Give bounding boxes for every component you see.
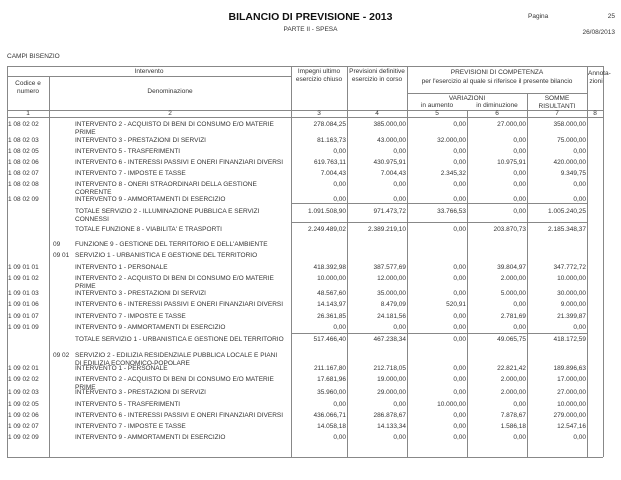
- header-annotazioni: Annota-zioni: [588, 70, 611, 85]
- total-divider: [291, 203, 587, 204]
- row-value-col6: 0,00: [513, 148, 526, 155]
- row-value-col7: 347.772,72: [553, 264, 586, 271]
- row-value-col7: 10.000,00: [557, 401, 586, 408]
- row-value-col5: 0,00: [453, 121, 466, 128]
- row-code: 1 09 01 06: [8, 301, 39, 308]
- row-denomination: INTERVENTO 3 - PRESTAZIONI DI SERVIZI: [75, 389, 206, 396]
- row-value-col4: 0,00: [393, 148, 406, 155]
- header-somme: SOMME RISULTANTI: [538, 95, 576, 110]
- row-section-code: 09 01: [53, 252, 70, 259]
- row-code: 1 08 02 02: [8, 121, 39, 128]
- header-aumento: in aumento: [420, 102, 454, 109]
- row-code: 1 09 02 01: [8, 365, 39, 372]
- row-code: 1 09 01 07: [8, 313, 39, 320]
- header-codice: Codice e numero: [15, 80, 41, 95]
- total-divider: [291, 333, 587, 334]
- row-value-col7: 358.000,00: [553, 121, 586, 128]
- row-value-col7: 189.896,63: [553, 365, 586, 372]
- row-value-col7: 0,00: [573, 196, 586, 203]
- row-value-col7: 0,00: [573, 181, 586, 188]
- total-divider: [291, 222, 587, 223]
- row-value-col4: 467.238,34: [373, 336, 406, 343]
- row-value-col5: 0,00: [453, 226, 466, 233]
- row-denomination: INTERVENTO 3 - PRESTAZIONI DI SERVIZI: [75, 290, 206, 297]
- row-value-col3: 0,00: [333, 434, 346, 441]
- row-value-col4: 8.479,09: [380, 301, 406, 308]
- row-value-col7: 420.000,00: [553, 159, 586, 166]
- row-value-col5: 0,00: [453, 434, 466, 441]
- row-value-col4: 0,00: [393, 324, 406, 331]
- row-denomination: TOTALE FUNZIONE 8 - VIABILITA' E TRASPORTI: [75, 226, 222, 233]
- column-number: 4: [375, 110, 379, 117]
- row-value-col4: 2.389.219,10: [368, 226, 406, 233]
- row-value-col6: 1.586,18: [500, 423, 526, 430]
- row-value-col4: 971.473,72: [373, 208, 406, 215]
- row-value-col6: 7.878,67: [500, 412, 526, 419]
- divider: [49, 76, 50, 457]
- table-border-bottom: [7, 457, 603, 458]
- row-value-col3: 7.004,43: [320, 170, 346, 177]
- row-denomination: INTERVENTO 6 - INTERESSI PASSIVI E ONERI FINANZIARI DIVERSI: [75, 301, 284, 308]
- row-value-col6: 0,00: [513, 301, 526, 308]
- row-code: 1 09 02 02: [8, 376, 39, 383]
- row-value-col6: 0,00: [513, 196, 526, 203]
- row-value-col7: 10.000,00: [557, 275, 586, 282]
- row-value-col6: 0,00: [513, 137, 526, 144]
- row-value-col7: 27.000,00: [557, 389, 586, 396]
- row-value-col5: 0,00: [453, 376, 466, 383]
- report-date: 26/08/2013: [582, 29, 615, 36]
- row-value-col3: 1.091.508,90: [308, 208, 346, 215]
- row-value-col4: 0,00: [393, 434, 406, 441]
- row-value-col6: 0,00: [513, 170, 526, 177]
- page-number: 25: [607, 13, 615, 20]
- row-value-col6: 22.821,42: [497, 365, 526, 372]
- row-value-col3: 436.066,71: [313, 412, 346, 419]
- row-value-col3: 0,00: [333, 196, 346, 203]
- row-code: 1 09 01 02: [8, 275, 39, 282]
- row-value-col3: 0,00: [333, 401, 346, 408]
- row-value-col3: 0,00: [333, 181, 346, 188]
- row-code: 1 09 01 09: [8, 324, 39, 331]
- row-section-code: 09 02: [53, 352, 70, 359]
- row-value-col4: 7.004,43: [380, 170, 406, 177]
- report-subtitle: PARTE II - SPESA: [283, 26, 338, 33]
- row-value-col4: 14.133,34: [377, 423, 406, 430]
- row-value-col4: 286.878,67: [373, 412, 406, 419]
- row-value-col5: 33.766,53: [437, 208, 466, 215]
- row-value-col4: 12.000,00: [377, 275, 406, 282]
- table-border-right: [603, 66, 604, 457]
- row-denomination: SERVIZIO 1 - URBANISTICA E GESTIONE DEL TERRITORIO: [75, 252, 258, 259]
- row-value-col6: 5.000,00: [500, 290, 526, 297]
- row-code: 1 08 02 09: [8, 196, 39, 203]
- row-denomination: INTERVENTO 6 - INTERESSI PASSIVI E ONERI FINANZIARI DIVERSI: [75, 159, 284, 166]
- row-value-col5: 0,00: [453, 148, 466, 155]
- row-value-col6: 0,00: [513, 181, 526, 188]
- row-value-col7: 21.399,87: [557, 313, 586, 320]
- header-denominazione: Denominazione: [147, 88, 193, 95]
- row-value-col3: 418.392,98: [313, 264, 346, 271]
- row-value-col7: 75.000,00: [557, 137, 586, 144]
- row-value-col4: 24.181,56: [377, 313, 406, 320]
- row-denomination: SERVIZIO 2 - EDILIZIA RESIDENZIALE PUBBLICA LOCALE E PIANI DI EDILIZIA ECONOMICO-POPOLARE: [75, 352, 278, 367]
- row-denomination: INTERVENTO 2 - ACQUISTO DI BENI DI CONSUMO E/O MATERIE PRIME: [75, 121, 274, 136]
- row-value-col4: 387.577,69: [373, 264, 406, 271]
- row-denomination: INTERVENTO 9 - AMMORTAMENTI DI ESERCIZIO: [75, 324, 226, 331]
- row-denomination: FUNZIONE 9 - GESTIONE DEL TERRITORIO E DELL'AMBIENTE: [75, 241, 268, 248]
- row-value-col5: 0,00: [453, 412, 466, 419]
- row-denomination: INTERVENTO 7 - IMPOSTE E TASSE: [75, 313, 186, 320]
- divider: [7, 76, 291, 77]
- divider: [407, 93, 587, 94]
- row-value-col6: 2.781,69: [500, 313, 526, 320]
- row-value-col5: 2.345,32: [440, 170, 466, 177]
- divider: [587, 66, 588, 457]
- row-value-col5: 0,00: [453, 423, 466, 430]
- column-number: 6: [495, 110, 499, 117]
- column-number: 8: [593, 110, 597, 117]
- row-value-col6: 10.975,91: [497, 159, 526, 166]
- row-value-col3: 14.058,18: [317, 423, 346, 430]
- row-value-col7: 2.185.348,37: [548, 226, 586, 233]
- header-competenza: PREVISIONI DI COMPETENZA: [450, 69, 544, 76]
- row-value-col4: 35.000,00: [377, 290, 406, 297]
- row-code: 1 08 02 03: [8, 137, 39, 144]
- page-label: Pagina: [528, 13, 549, 20]
- row-value-col5: 0,00: [453, 389, 466, 396]
- row-value-col3: 619.763,11: [313, 159, 346, 166]
- row-value-col7: 9.000,00: [560, 301, 586, 308]
- column-number: 3: [317, 110, 321, 117]
- row-code: 1 09 01 03: [8, 290, 39, 297]
- row-value-col4: 43.000,00: [377, 137, 406, 144]
- row-denomination: INTERVENTO 7 - IMPOSTE E TASSE: [75, 423, 186, 430]
- row-value-col7: 0,00: [573, 148, 586, 155]
- row-value-col6: 0,00: [513, 434, 526, 441]
- row-value-col5: 0,00: [453, 313, 466, 320]
- row-value-col3: 211.167,80: [313, 365, 346, 372]
- row-value-col3: 0,00: [333, 148, 346, 155]
- row-value-col7: 0,00: [573, 324, 586, 331]
- row-value-col4: 29.000,00: [377, 389, 406, 396]
- row-value-col3: 278.084,25: [313, 121, 346, 128]
- row-value-col5: 0,00: [453, 275, 466, 282]
- row-value-col6: 203.870,73: [493, 226, 526, 233]
- row-denomination: TOTALE SERVIZIO 2 - ILLUMINAZIONE PUBBLICA E SERVIZI CONNESSI: [75, 208, 260, 223]
- header-diminuzione: in diminuzione: [476, 102, 518, 109]
- row-value-col3: 17.681,96: [317, 376, 346, 383]
- row-value-col3: 10.000,00: [317, 275, 346, 282]
- row-value-col4: 19.000,00: [377, 376, 406, 383]
- row-value-col6: 2.000,00: [500, 389, 526, 396]
- row-denomination: INTERVENTO 9 - AMMORTAMENTI DI ESERCIZIO: [75, 434, 226, 441]
- row-denomination: INTERVENTO 6 - INTERESSI PASSIVI E ONERI FINANZIARI DIVERSI: [75, 412, 284, 419]
- row-value-col4: 0,00: [393, 401, 406, 408]
- row-value-col3: 48.567,60: [317, 290, 346, 297]
- report-title: BILANCIO DI PREVISIONE - 2013: [228, 11, 393, 23]
- column-number: 5: [435, 110, 439, 117]
- row-denomination: INTERVENTO 3 - PRESTAZIONI DI SERVIZI: [75, 137, 206, 144]
- row-value-col6: 0,00: [513, 401, 526, 408]
- row-denomination: INTERVENTO 2 - ACQUISTO DI BENI DI CONSUMO E/O MATERIE PRIME: [75, 275, 274, 290]
- header-intervento: Intervento: [134, 68, 164, 75]
- column-number: 1: [26, 110, 30, 117]
- row-value-col4: 212.718,05: [373, 365, 406, 372]
- row-value-col5: 0,00: [453, 365, 466, 372]
- column-number: 2: [168, 110, 172, 117]
- row-value-col6: 49.065,75: [497, 336, 526, 343]
- row-denomination: INTERVENTO 8 - ONERI STRAORDINARI DELLA GESTIONE CORRENTE: [75, 181, 257, 196]
- row-value-col7: 17.000,00: [557, 376, 586, 383]
- table-border-top: [7, 66, 603, 67]
- row-value-col7: 418.172,59: [553, 336, 586, 343]
- row-value-col5: 32.000,00: [437, 137, 466, 144]
- row-denomination: INTERVENTO 5 - TRASFERIMENTI: [75, 148, 181, 155]
- row-value-col7: 1.005.240,25: [548, 208, 586, 215]
- row-code: 1 09 01 01: [8, 264, 39, 271]
- row-value-col3: 26.361,85: [317, 313, 346, 320]
- row-value-col5: 520,91: [446, 301, 466, 308]
- row-denomination: INTERVENTO 1 - PERSONALE: [75, 264, 168, 271]
- row-value-col3: 517.466,40: [313, 336, 346, 343]
- row-value-col5: 10.000,00: [437, 401, 466, 408]
- row-code: 1 08 02 06: [8, 159, 39, 166]
- row-value-col6: 2.000,00: [500, 376, 526, 383]
- row-value-col5: 0,00: [453, 324, 466, 331]
- header-variazioni: VARIAZIONI: [448, 95, 486, 102]
- row-value-col5: 0,00: [453, 290, 466, 297]
- row-value-col4: 0,00: [393, 196, 406, 203]
- row-denomination: INTERVENTO 2 - ACQUISTO DI BENI DI CONSUMO E/O MATERIE PRIME: [75, 376, 274, 391]
- row-value-col5: 0,00: [453, 181, 466, 188]
- row-code: 1 08 02 08: [8, 181, 39, 188]
- header-impegni: Impegni ultimo esercizio chiuso: [295, 68, 343, 83]
- entity-name: CAMPI BISENZIO: [7, 53, 60, 60]
- row-value-col3: 2.249.489,02: [308, 226, 346, 233]
- row-value-col5: 0,00: [453, 196, 466, 203]
- row-code: 1 08 02 05: [8, 148, 39, 155]
- row-denomination: INTERVENTO 7 - IMPOSTE E TASSE: [75, 170, 186, 177]
- row-value-col6: 2.000,00: [500, 275, 526, 282]
- row-code: 1 09 02 03: [8, 389, 39, 396]
- column-number: 7: [555, 110, 559, 117]
- row-value-col3: 81.163,73: [317, 137, 346, 144]
- header-previsioni: Previsioni definitive esercizio in corso: [349, 68, 405, 83]
- row-denomination: INTERVENTO 5 - TRASFERIMENTI: [75, 401, 181, 408]
- row-value-col5: 0,00: [453, 336, 466, 343]
- row-value-col7: 9.349,75: [560, 170, 586, 177]
- header-competenza-sub: per l'esercizio al quale si riferisce il presente bilancio: [421, 78, 573, 85]
- row-value-col5: 0,00: [453, 159, 466, 166]
- row-value-col6: 0,00: [513, 324, 526, 331]
- row-value-col7: 279.000,00: [553, 412, 586, 419]
- row-value-col3: 35.960,00: [317, 389, 346, 396]
- row-code: 1 09 02 09: [8, 434, 39, 441]
- row-value-col4: 430.975,91: [373, 159, 406, 166]
- row-denomination: INTERVENTO 1 - PERSONALE: [75, 365, 168, 372]
- row-value-col6: 39.804,97: [497, 264, 526, 271]
- row-value-col3: 14.143,97: [317, 301, 346, 308]
- row-value-col7: 30.000,00: [557, 290, 586, 297]
- row-denomination: INTERVENTO 9 - AMMORTAMENTI DI ESERCIZIO: [75, 196, 226, 203]
- row-value-col6: 0,00: [513, 208, 526, 215]
- row-code: 1 08 02 07: [8, 170, 39, 177]
- row-value-col5: 0,00: [453, 264, 466, 271]
- row-denomination: TOTALE SERVIZIO 1 - URBANISTICA E GESTIONE DEL TERRITORIO: [75, 336, 284, 343]
- row-section-code: 09: [53, 241, 61, 248]
- row-value-col4: 0,00: [393, 181, 406, 188]
- row-value-col7: 12.547,16: [557, 423, 586, 430]
- row-value-col3: 0,00: [333, 324, 346, 331]
- row-code: 1 09 02 05: [8, 401, 39, 408]
- row-code: 1 09 02 06: [8, 412, 39, 419]
- row-value-col7: 0,00: [573, 434, 586, 441]
- row-value-col6: 27.000,00: [497, 121, 526, 128]
- row-code: 1 09 02 07: [8, 423, 39, 430]
- row-value-col4: 385.000,00: [373, 121, 406, 128]
